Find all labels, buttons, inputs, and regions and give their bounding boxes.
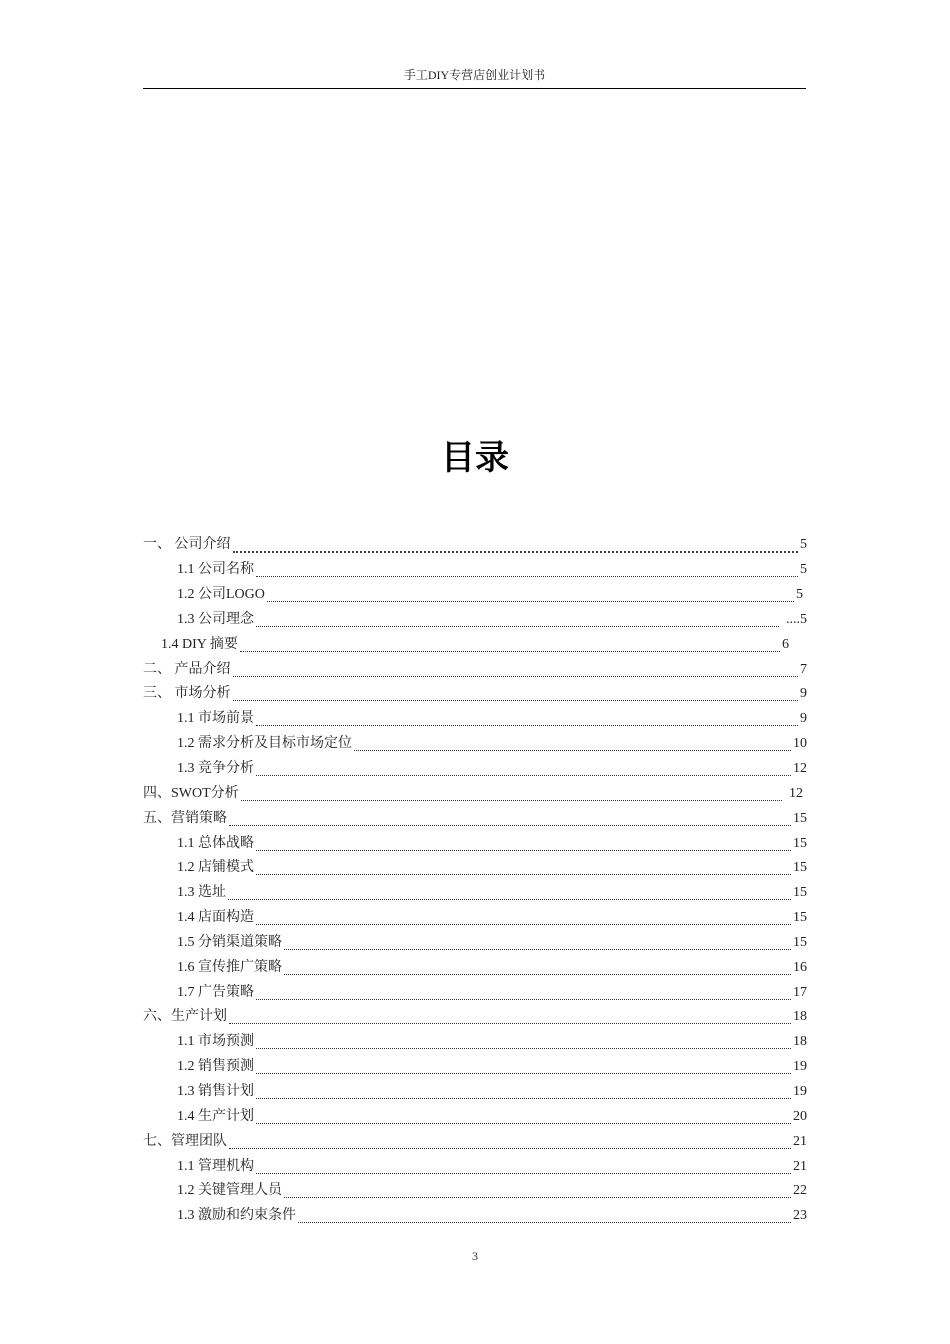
toc-entry-page: 15 [793, 934, 807, 950]
dot-leader [256, 1169, 791, 1174]
dot-leader [256, 771, 791, 776]
toc-entry-label: 二、 产品介绍 [143, 661, 231, 677]
dot-leader [284, 945, 791, 950]
toc-entry-label: 1.5 分销渠道策略 [177, 934, 282, 950]
toc-entry-label: 1.3 竞争分析 [177, 761, 254, 777]
toc-entry-label: 1.3 选址 [177, 885, 226, 901]
toc-entry-label: 1.4 生产计划 [177, 1108, 254, 1124]
dot-leader [233, 547, 799, 553]
dot-leader [284, 1193, 791, 1198]
dot-leader [298, 1218, 791, 1223]
toc-entry-page: 12 [793, 761, 807, 777]
toc-entry-label: 五、营销策略 [143, 810, 227, 826]
toc-entry-label: 七、管理团队 [143, 1133, 227, 1149]
toc-entry-page: 18 [793, 1009, 807, 1025]
toc-entry-page: 9 [800, 711, 807, 727]
toc-entry-storefront-design[interactable] [143, 906, 807, 931]
toc-entry-label: 1.2 关键管理人员 [177, 1183, 282, 1199]
dot-leader [256, 721, 798, 726]
dot-leader [256, 1094, 791, 1099]
dot-leader [256, 920, 791, 925]
toc-entry-overall-strategy[interactable] [143, 831, 807, 856]
toc-entry-demand-analysis[interactable] [143, 732, 807, 757]
toc-entry-label: 1.3 公司理念 [177, 611, 254, 627]
toc-entry-company-name[interactable] [143, 558, 807, 583]
toc-entry-market-prospect[interactable] [143, 707, 807, 732]
toc-entry-page: 15 [793, 810, 807, 826]
toc-entry-diy-summary[interactable] [143, 632, 807, 657]
dot-leader [256, 622, 779, 627]
toc-entry-page: 15 [793, 910, 807, 926]
dot-leader [256, 870, 791, 875]
toc-entry-key-personnel[interactable] [143, 1179, 807, 1204]
toc-entry-label: 1.2 销售预测 [177, 1059, 254, 1075]
toc-entry-label: 1.1 公司名称 [177, 562, 254, 578]
toc-entry-page: 7 [800, 661, 807, 677]
toc-entry-label: 1.3 销售计划 [177, 1083, 254, 1099]
dot-leader [229, 1144, 791, 1149]
toc-entry-label: 1.2 公司LOGO [177, 587, 265, 603]
toc-entry-page: 12 [789, 785, 803, 801]
toc-entry-label: 1.1 市场前景 [177, 711, 254, 727]
toc-entry-management-team[interactable] [143, 1129, 807, 1154]
toc-entry-company-logo[interactable] [143, 583, 807, 608]
dot-leader [284, 970, 791, 975]
toc-entry-page: 20 [793, 1108, 807, 1124]
toc-entry-market-analysis[interactable] [143, 682, 807, 707]
toc-entry-label: 四、SWOT分析 [143, 785, 239, 801]
toc-entry-page: 10 [793, 736, 807, 752]
toc-entry-label: 1.2 需求分析及目标市场定位 [177, 736, 352, 752]
toc-entry-distribution-strategy[interactable] [143, 931, 807, 956]
toc-entry-page: 17 [793, 984, 807, 1000]
toc-entry-page: 9 [800, 686, 807, 702]
toc-entry-page: 15 [793, 835, 807, 851]
dot-leader [256, 1119, 791, 1124]
toc-entry-swot-analysis[interactable] [143, 781, 807, 806]
toc-entry-page: ....5 [786, 611, 807, 627]
toc-entry-production-schedule[interactable] [143, 1104, 807, 1129]
dot-leader [354, 746, 791, 751]
toc-entry-management-structure[interactable] [143, 1154, 807, 1179]
toc-entry-product-intro[interactable] [143, 657, 807, 682]
toc-entry-sales-plan[interactable] [143, 1080, 807, 1105]
dot-leader [229, 1019, 791, 1024]
dot-leader [256, 572, 798, 577]
toc-title: 目录 [441, 438, 509, 478]
dot-leader [228, 895, 791, 900]
dot-leader [256, 846, 791, 851]
dot-leader [256, 1044, 791, 1049]
toc-entry-company-philosophy[interactable] [143, 608, 807, 633]
toc-entry-page: 19 [793, 1059, 807, 1075]
toc-entry-label: 1.4 DIY 摘要 [161, 636, 238, 652]
toc-entry-label: 1.1 管理机构 [177, 1158, 254, 1174]
toc-entry-label: 1.7 广告策略 [177, 984, 254, 1000]
toc-entry-label: 三、 市场分析 [143, 686, 231, 702]
dot-leader [229, 821, 791, 826]
dot-leader [233, 672, 799, 677]
toc-entry-page: 5 [800, 562, 807, 578]
toc-entry-label: 一、 公司介绍 [143, 537, 231, 553]
toc-entry-page: 6 [782, 636, 789, 652]
toc-entry-page: 22 [793, 1183, 807, 1199]
toc-entry-label: 1.4 店面构造 [177, 910, 254, 926]
toc-entry-store-model[interactable] [143, 856, 807, 881]
dot-leader [256, 1069, 791, 1074]
table-of-contents [143, 533, 807, 1229]
toc-entry-page: 5 [796, 587, 803, 603]
toc-entry-competition-analysis[interactable] [143, 757, 807, 782]
dot-leader [233, 696, 799, 701]
toc-entry-page: 5 [800, 537, 807, 553]
toc-entry-sales-forecast[interactable] [143, 1055, 807, 1080]
toc-entry-page: 21 [793, 1133, 807, 1149]
toc-entry-page: 16 [793, 959, 807, 975]
toc-entry-promotion-strategy[interactable] [143, 955, 807, 980]
dot-leader [267, 597, 794, 602]
dot-leader [241, 796, 782, 801]
toc-entry-label: 1.1 总体战略 [177, 835, 254, 851]
toc-entry-incentives-constraints[interactable] [143, 1204, 807, 1229]
toc-entry-label: 1.3 激励和约束条件 [177, 1208, 296, 1224]
toc-entry-advertising-strategy[interactable] [143, 980, 807, 1005]
toc-entry-label: 六、生产计划 [143, 1009, 227, 1025]
toc-entry-label: 1.2 店铺模式 [177, 860, 254, 876]
toc-entry-page: 18 [793, 1034, 807, 1050]
toc-entry-page: 19 [793, 1083, 807, 1099]
toc-entry-market-forecast[interactable] [143, 1030, 807, 1055]
toc-entry-label: 1.1 市场预测 [177, 1034, 254, 1050]
toc-entry-page: 23 [793, 1208, 807, 1224]
toc-entry-label: 1.6 宣传推广策略 [177, 959, 282, 975]
dot-leader [240, 647, 780, 652]
dot-leader [256, 995, 791, 1000]
document-title: 手工DIY专营店创业计划书 [403, 68, 546, 82]
toc-entry-page: 15 [793, 860, 807, 876]
toc-entry-page: 15 [793, 885, 807, 901]
page-number: 3 [472, 1249, 478, 1263]
toc-entry-page: 21 [793, 1158, 807, 1174]
toc-entry-site-selection[interactable] [143, 881, 807, 906]
toc-entry-marketing-strategy[interactable] [143, 806, 807, 831]
toc-entry-production-plan[interactable] [143, 1005, 807, 1030]
page-header [143, 66, 806, 89]
toc-entry-company-intro[interactable] [143, 533, 807, 558]
